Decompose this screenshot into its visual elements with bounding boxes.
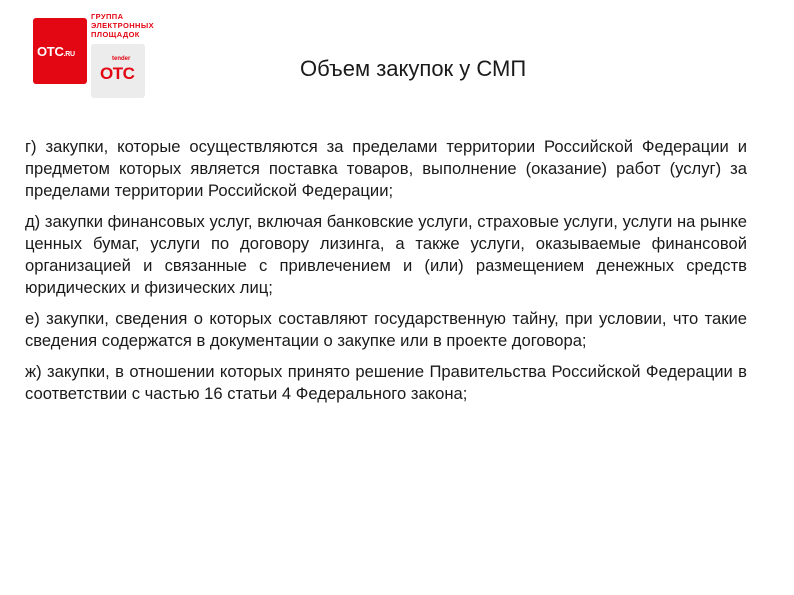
paragraph-g: г) закупки, которые осуществляются за пределами территории Российской Федерации и предметом которых является поставка товаров, выполнение (оказание) работ (услуг) за пределами территории Российской Федерации; [25,137,747,200]
tender-logo-main-text: OTC [100,64,135,83]
paragraph-zh: ж) закупки, в отношении которых принято решение Правительства Российской Федерации в соответствии с частью 16 статьи 4 Федерального закона; [25,362,747,403]
otc-logo-suffix: .RU [63,51,75,58]
otc-logo-text: OTC [37,44,64,59]
company-logo [33,12,173,97]
tender-logo-small-text: tender [112,56,131,62]
paragraph-d: д) закупки финансовых услуг, включая банковские услуги, страховые услуги, услуги на рынке ценных бумаг, услуги по договору лизинга, а также услуги, оказываемые финансовой организацией и связанные с привлечением и (или) размещением денежных средств юридических и физических лиц; [25,212,747,297]
paragraph-e: е) закупки, сведения о которых составляют государственную тайну, при условии, что такие сведения содержатся в документации о закупке или в проекте договора; [25,309,747,350]
group-name-text: ГРУППА ЭЛЕКТРОННЫХ ПЛОЩАДОК [91,12,154,39]
slide-title: Объем закупок у СМП [300,56,527,81]
slide-content [25,136,747,414]
otc-ru-logo [33,18,87,84]
tender-otc-logo [91,44,145,98]
